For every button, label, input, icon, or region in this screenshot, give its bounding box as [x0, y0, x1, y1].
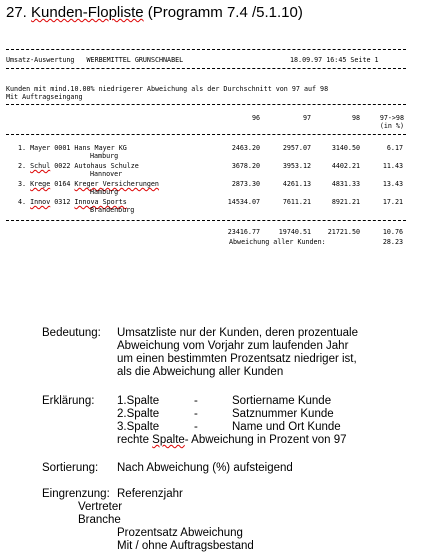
- table-row: 3. Krege 0164 Kreger Versicherungen: [18, 180, 159, 188]
- row-value-98: 4831.33: [331, 180, 360, 188]
- column-header-change: 97->98: [379, 114, 404, 122]
- row-value-96: 2873.30: [231, 180, 260, 188]
- table-row: 4. Innov 0312 Innova Sports: [18, 198, 127, 206]
- row-city: Hamburg: [90, 188, 119, 196]
- eingrenzung-item: Mit / ohne Auftragsbestand: [117, 540, 254, 552]
- row-value-97: 4261.13: [282, 180, 311, 188]
- total-value-pct: 10.76: [382, 228, 403, 236]
- row-value-97: 7611.21: [282, 198, 311, 206]
- row-value-97: 3953.12: [282, 162, 311, 170]
- eingrenzung-text: Referenzjahr: [117, 488, 183, 500]
- title-number: 27.: [6, 4, 32, 21]
- row-value-97: 2957.07: [282, 144, 311, 152]
- page-title: [6, 4, 303, 21]
- report-criteria-line2: Mit Auftragseingang: [6, 93, 83, 101]
- row-value-pct: 6.17: [386, 144, 403, 152]
- title-main: Kunden-Flopliste: [31, 4, 144, 21]
- row-value-96: 2463.20: [231, 144, 260, 152]
- erklaerung-column: 3.Spalte: [117, 421, 160, 433]
- bedeutung-label: Bedeutung:: [42, 327, 101, 339]
- row-city: Hamburg: [90, 152, 119, 160]
- sortierung-label: Sortierung:: [42, 462, 99, 474]
- row-value-96: 3678.20: [231, 162, 260, 170]
- table-row: 2. Schul 0022 Autohaus Schulze: [18, 162, 139, 170]
- bedeutung-line: Abweichung vom Vorjahr zum laufenden Jahr: [117, 340, 349, 352]
- row-value-98: 8921.21: [331, 198, 360, 206]
- row-city: Brandenburg: [90, 206, 135, 214]
- erklaerung-dash: -: [194, 408, 198, 420]
- column-header-unit: (in %): [379, 122, 404, 130]
- erklaerung-column: 2.Spalte: [117, 408, 160, 420]
- total-value-97: 19740.51: [278, 228, 311, 236]
- erklaerung-description: Satznummer Kunde: [232, 408, 334, 420]
- row-value-98: 4402.21: [331, 162, 360, 170]
- eingrenzung-item: Branche: [78, 514, 121, 526]
- column-header-96: 96: [251, 114, 260, 122]
- bedeutung-line: um einen bestimmten Prozentsatz niedriger ist,: [117, 353, 357, 365]
- row-value-pct: 17.21: [382, 198, 403, 206]
- report-header-right: 18.09.97 16:45 Seite 1: [290, 56, 379, 64]
- row-value-pct: 11.43: [382, 162, 403, 170]
- sortierung-text: Nach Abweichung (%) aufsteigend: [117, 462, 293, 474]
- total-value-96: 23416.77: [227, 228, 260, 236]
- row-city: Hannover: [90, 170, 123, 178]
- erklaerung-label: Erklärung:: [42, 395, 95, 407]
- erklaerung-column: 1.Spalte: [117, 395, 160, 407]
- eingrenzung-item: Prozentsatz Abweichung: [117, 527, 243, 539]
- column-header-97: 97: [302, 114, 311, 122]
- erklaerung-last-line: rechte Spalte- Abweichung in Prozent von 97: [117, 434, 347, 446]
- erklaerung-dash: -: [194, 421, 198, 433]
- report-rule-top: [6, 49, 406, 50]
- column-header-98: 98: [351, 114, 360, 122]
- eingrenzung-item: Vertreter: [78, 501, 123, 513]
- row-value-pct: 13.43: [382, 180, 403, 188]
- bedeutung-line: Umsatzliste nur der Kunden, deren prozentuale: [117, 327, 359, 339]
- total-value-98: 21721.50: [327, 228, 360, 236]
- report-rule-header: [6, 68, 406, 69]
- report-rule-columns: [6, 134, 406, 135]
- report-rule-criteria: [6, 104, 406, 105]
- row-value-98: 3140.50: [331, 144, 360, 152]
- title-program: (Programm 7.4 /5.1.10): [143, 4, 303, 21]
- report-criteria-line1: Kunden mit mind.10.00% niedrigerer Abweichung als der Durchschnitt von 97 auf 98: [6, 85, 329, 93]
- erklaerung-description: Sortiername Kunde: [232, 395, 332, 407]
- row-value-96: 14534.07: [227, 198, 260, 206]
- average-label: Abweichung aller Kunden:: [229, 238, 326, 246]
- report-header-left: Umsatz-Auswertung WERBEMITTEL GRUNSCHNABEL: [6, 56, 184, 64]
- eingrenzung-label: Eingrenzung:: [42, 488, 110, 500]
- bedeutung-line: als die Abweichung aller Kunden: [117, 366, 284, 378]
- erklaerung-description: Name und Ort Kunde: [232, 421, 341, 433]
- table-row: 1. Mayer 0001 Hans Mayer KG: [18, 144, 127, 152]
- average-value: 28.23: [382, 238, 403, 246]
- report-rule-totals: [6, 220, 406, 221]
- erklaerung-dash: -: [194, 395, 198, 407]
